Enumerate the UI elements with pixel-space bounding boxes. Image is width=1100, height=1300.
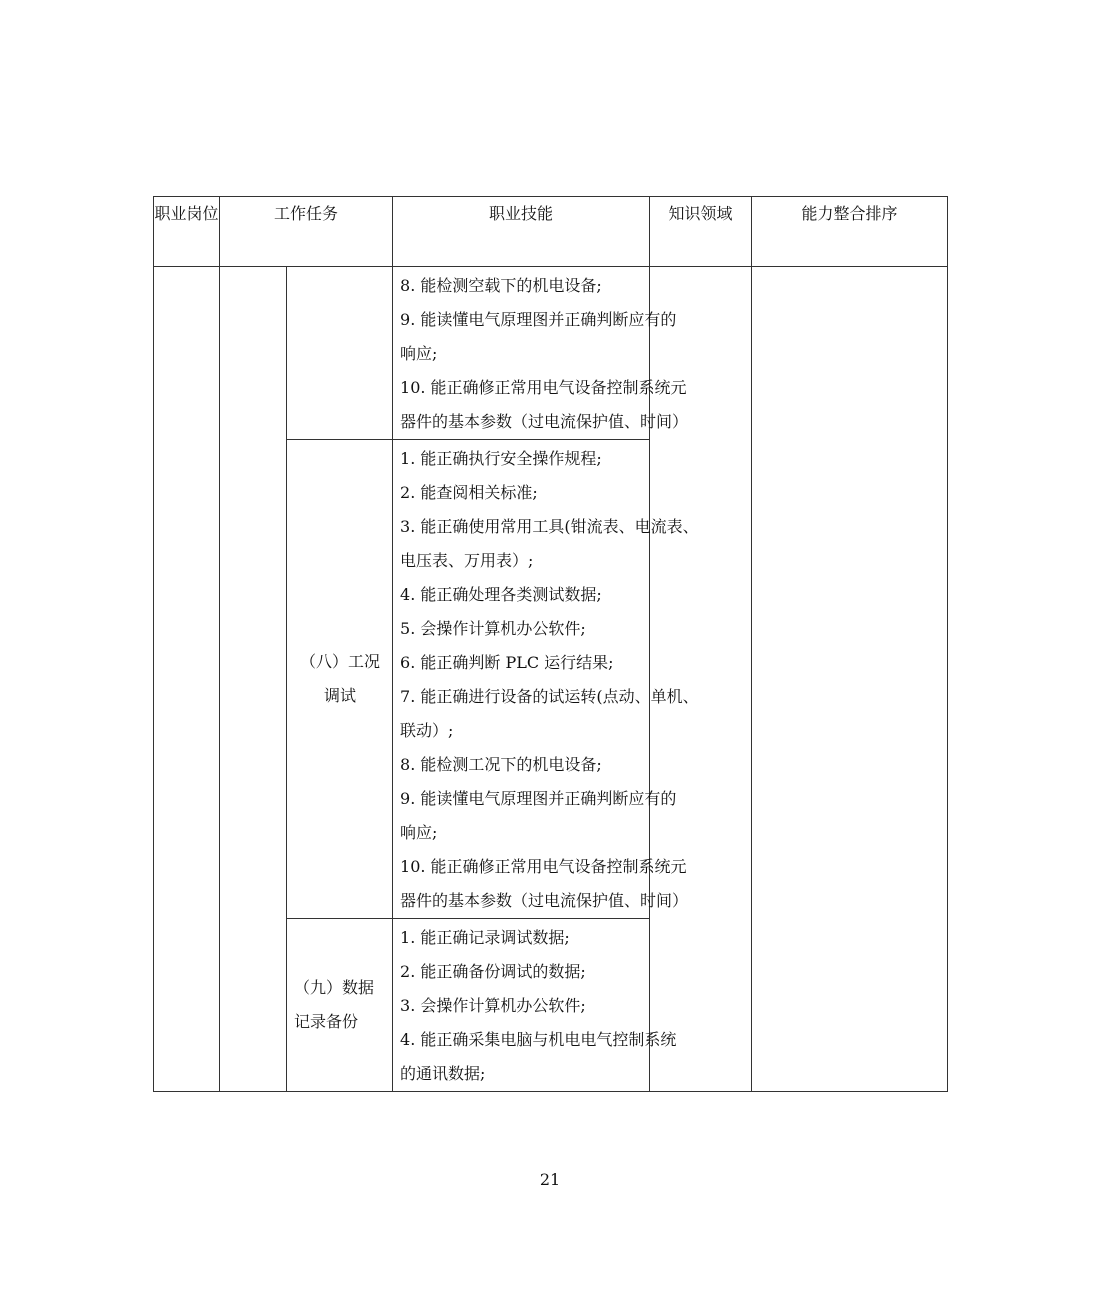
skill-line: 8. 能检测工况下的机电设备; bbox=[400, 755, 602, 774]
task-cell: （八）工况调试 bbox=[287, 440, 393, 919]
task-cell bbox=[287, 267, 393, 440]
header-work-task: 工作任务 bbox=[220, 197, 393, 267]
skill-line: 2. 能正确备份调试的数据; bbox=[400, 962, 586, 981]
skills-cell bbox=[393, 440, 699, 919]
skill-line: 6. 能正确判断 PLC 运行结果; bbox=[400, 653, 614, 672]
skill-line: 10. 能正确修正常用电气设备控制系统元 bbox=[400, 378, 687, 397]
skill-line: 器件的基本参数（过电流保护值、时间） bbox=[400, 891, 689, 910]
skill-line: 10. 能正确修正常用电气设备控制系统元 bbox=[400, 857, 687, 876]
skill-line: 4. 能正确采集电脑与机电电气控制系统 bbox=[400, 1030, 677, 1049]
task-cell: （九）数据记录备份 bbox=[287, 919, 393, 1092]
skills-cell bbox=[393, 267, 689, 440]
skill-line: 8. 能检测空载下的机电设备; bbox=[400, 276, 602, 295]
skill-line: 7. 能正确进行设备的试运转(点动、单机、 bbox=[400, 687, 699, 706]
skill-line: 1. 能正确记录调试数据; bbox=[400, 928, 570, 947]
competency-table bbox=[153, 196, 948, 1092]
skill-line: 5. 会操作计算机办公软件; bbox=[400, 619, 586, 638]
table-row bbox=[154, 267, 948, 440]
skill-line: 1. 能正确执行安全操作规程; bbox=[400, 449, 602, 468]
skill-line: 3. 会操作计算机办公软件; bbox=[400, 996, 586, 1015]
ability-ranking-cell bbox=[752, 267, 948, 1092]
skills-cell bbox=[393, 919, 677, 1092]
skill-line: 响应; bbox=[400, 823, 438, 842]
header-ability-ranking: 能力整合排序 bbox=[752, 197, 948, 267]
header-row bbox=[154, 197, 948, 267]
skill-line: 响应; bbox=[400, 344, 438, 363]
skill-line: 9. 能读懂电气原理图并正确判断应有的 bbox=[400, 310, 677, 329]
skill-line: 2. 能查阅相关标准; bbox=[400, 483, 538, 502]
page-number: 21 bbox=[539, 1170, 561, 1189]
task-group-cell bbox=[220, 267, 287, 1092]
skill-line: 器件的基本参数（过电流保护值、时间） bbox=[400, 412, 689, 431]
header-vocational-skills: 职业技能 bbox=[393, 197, 650, 267]
skill-line: 联动）; bbox=[400, 721, 454, 740]
skill-line: 4. 能正确处理各类测试数据; bbox=[400, 585, 602, 604]
header-occupation: 职业岗位 bbox=[154, 197, 220, 267]
skill-line: 电压表、万用表）; bbox=[400, 551, 534, 570]
occupation-cell bbox=[154, 267, 220, 1092]
header-knowledge-area: 知识领域 bbox=[650, 197, 752, 267]
skill-line: 的通讯数据; bbox=[400, 1064, 486, 1083]
skill-line: 9. 能读懂电气原理图并正确判断应有的 bbox=[400, 789, 677, 808]
skill-line: 3. 能正确使用常用工具(钳流表、电流表、 bbox=[400, 517, 699, 536]
